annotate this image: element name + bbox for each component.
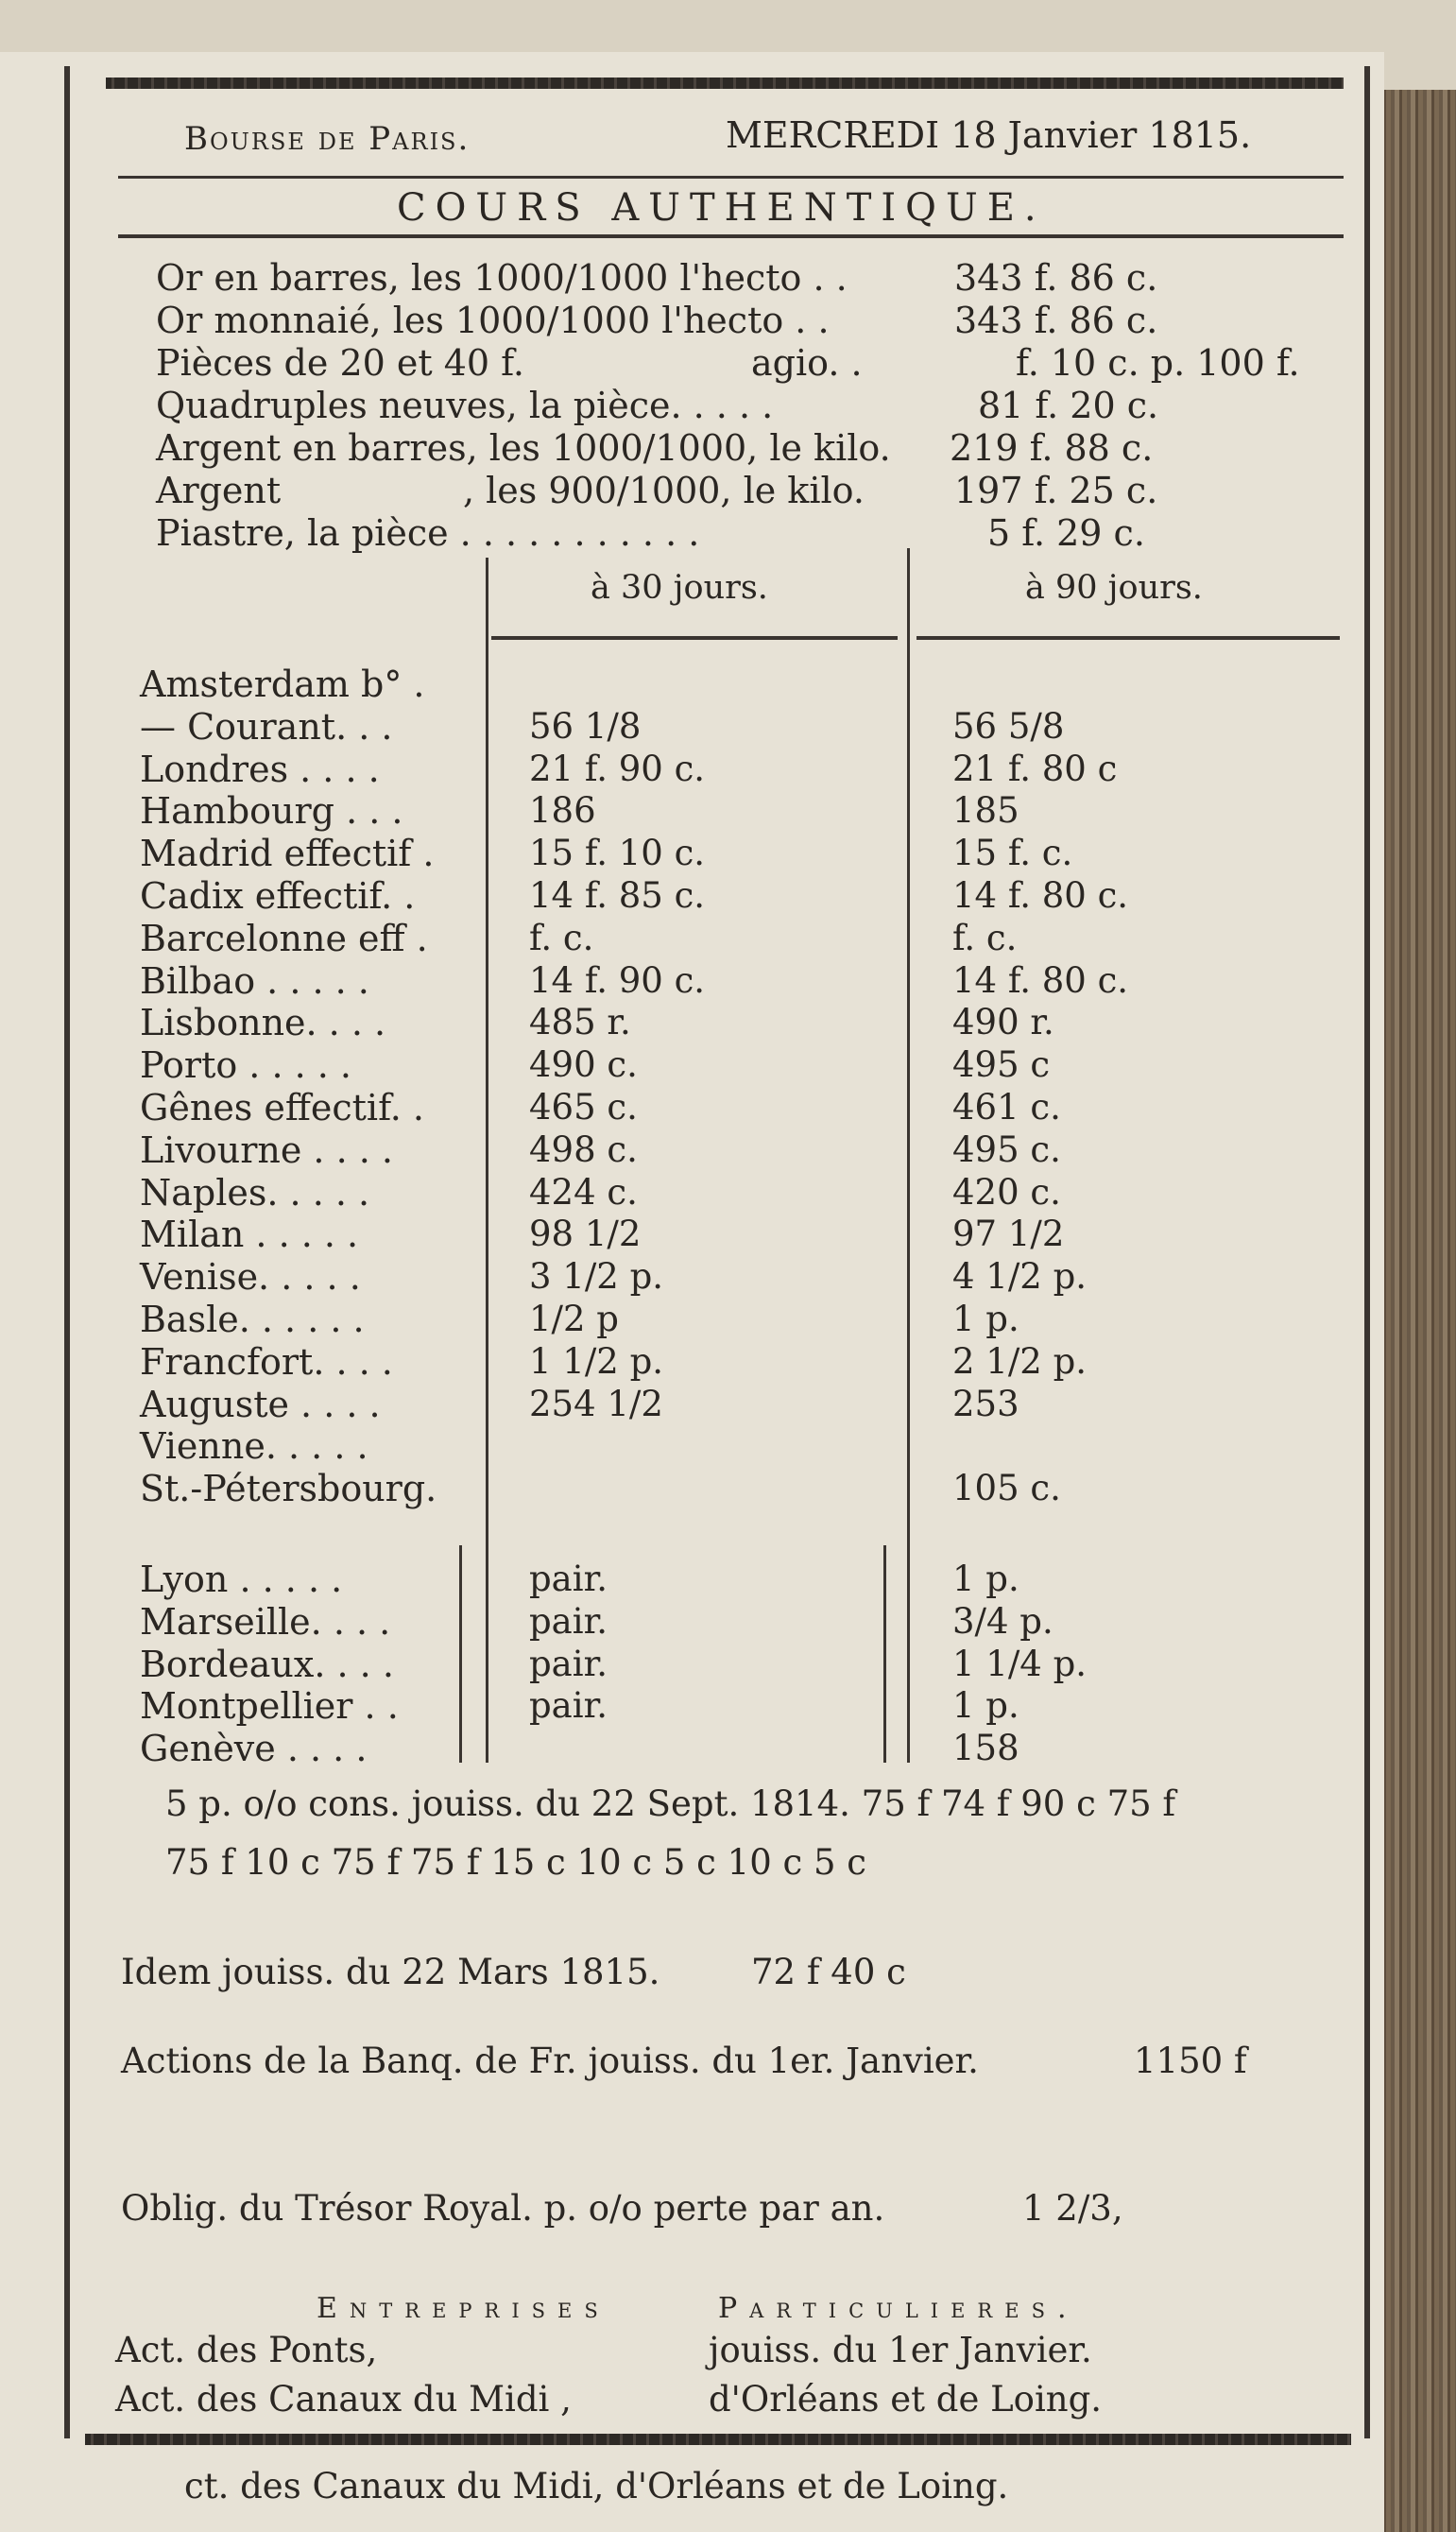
commodity-value: 219 f. 88 c.	[950, 427, 1154, 469]
rate-90-days: 4 1/2 p.	[952, 1256, 1088, 1298]
page-title: COURS AUTHENTIQUE.	[397, 186, 1046, 230]
rate-90-days: 1 p.	[952, 1299, 1019, 1339]
entreprise-left: Act. des Canaux du Midi ,	[115, 2379, 572, 2420]
commodity-label: Quadruples neuves, la pièce. . . . .	[156, 385, 774, 426]
rate-30-days: 14 f. 85 c.	[529, 875, 706, 916]
header-rule	[118, 176, 1344, 179]
exchange-city: Genève . . . .	[140, 1728, 368, 1770]
commodity-label: Argent en barres, les 1000/1000, le kilo.	[156, 427, 891, 469]
rate-90-days: 14 f. 80 c.	[952, 959, 1129, 1001]
rate-30-days: 14 f. 90 c.	[529, 959, 706, 1001]
rate-90-days: 253	[952, 1383, 1019, 1424]
exchange-city: Cadix effectif. .	[140, 875, 416, 917]
rate-30-days: 186	[529, 790, 596, 832]
rate-90-days: 2 1/2 p.	[952, 1340, 1088, 1382]
rate-90-days: f. c.	[952, 917, 1018, 958]
rate-90-days: 158	[952, 1728, 1019, 1769]
rate-30-days: pair.	[529, 1685, 608, 1727]
exchange-city: Madrid effectif .	[140, 833, 435, 875]
commodity-label: Piastre, la pièce . . . . . . . . . . .	[156, 512, 700, 554]
commodity-label-suffix: agio. .	[751, 342, 863, 384]
rate-30-days: 498 c.	[529, 1128, 638, 1170]
rente-line-2: 75 f 10 c 75 f 75 f 15 c 10 c 5 c 10 c 5 c	[165, 1842, 867, 1883]
header-date: MERCREDI 18 Janvier 1815.	[726, 114, 1252, 156]
commodity-value: 343 f. 86 c.	[954, 257, 1158, 299]
commodity-value: 343 f. 86 c.	[954, 300, 1158, 341]
rente-line-1: 5 p. o/o cons. jouiss. du 22 Sept. 1814. 75 f 74 f 90 c 75 f	[165, 1783, 1176, 1824]
idem-value: 72 f 40 c	[751, 1952, 906, 1992]
next-page-line: ct. des Canaux du Midi, d'Orléans et de Loing.	[184, 2466, 1009, 2506]
exchange-city: Lisbonne. . . .	[140, 1002, 386, 1044]
rate-90-days: 21 f. 80 c	[952, 748, 1118, 789]
exchange-city: Bilbao . . . . .	[140, 959, 369, 1002]
rate-90-days: 97 1/2	[952, 1214, 1065, 1255]
column-rule-90	[916, 636, 1340, 640]
column-divider-right	[907, 548, 910, 1763]
rate-30-days: 56 1/8	[529, 705, 642, 747]
commodity-label: Or monnaié, les 1000/1000 l'hecto . .	[156, 300, 830, 341]
oblig-label: Oblig. du Trésor Royal. p. o/o perte par an.	[121, 2188, 885, 2229]
rate-90-days: 15 f. c.	[952, 833, 1073, 874]
rate-30-days: 15 f. 10 c.	[529, 833, 706, 874]
rate-90-days: 3/4 p.	[952, 1600, 1053, 1642]
rate-90-days: 1 1/4 p.	[952, 1643, 1088, 1684]
rate-30-days: 1 1/2 p.	[529, 1340, 664, 1382]
rate-30-days: 1/2 p	[529, 1299, 619, 1339]
exchange-city: Auguste . . . .	[140, 1383, 381, 1425]
exchange-city: Londres . . . .	[140, 748, 380, 790]
commodity-label: Or en barres, les 1000/1000 l'hecto . .	[156, 257, 848, 299]
exchange-city: Hambourg . . .	[140, 790, 403, 833]
commodity-value: 81 f. 20 c.	[978, 385, 1159, 426]
exchange-city: Lyon . . . . .	[140, 1559, 343, 1600]
rate-30-days: pair.	[529, 1600, 608, 1642]
commodity-label-suffix: , les 900/1000, le kilo.	[463, 470, 865, 511]
exchange-city: Bordeaux. . . .	[140, 1643, 394, 1685]
exchange-city: Porto . . . . .	[140, 1044, 352, 1087]
rate-90-days: 420 c.	[952, 1171, 1061, 1213]
exchange-city: St.-Pétersbourg.	[140, 1468, 437, 1510]
rate-90-days: 495 c	[952, 1044, 1051, 1086]
exchange-city: Amsterdam b° .	[140, 663, 425, 705]
exchange-city: Venise. . . . .	[140, 1256, 361, 1299]
rate-30-days: pair.	[529, 1559, 608, 1599]
entreprise-right: jouiss. du 1er Janvier.	[709, 2330, 1092, 2370]
rate-30-days: 3 1/2 p.	[529, 1256, 664, 1298]
rate-30-days: f. c.	[529, 917, 594, 958]
exchange-city: Marseille. . . .	[140, 1600, 391, 1643]
entreprises-heading-right: Particulieres.	[718, 2292, 1079, 2325]
idem-label: Idem jouiss. du 22 Mars 1815.	[121, 1952, 660, 1992]
rate-90-days: 14 f. 80 c.	[952, 875, 1129, 916]
header-left: Bourse de Paris.	[184, 120, 471, 158]
column-header-90-days: à 90 jours.	[1025, 569, 1203, 607]
title-rule	[118, 234, 1344, 238]
rate-90-days: 105 c.	[952, 1468, 1061, 1509]
exchange-city: Montpellier . .	[140, 1685, 399, 1728]
actions-value: 1150 f	[1134, 2041, 1247, 2081]
commodity-label: Argent	[156, 470, 282, 511]
actions-label: Actions de la Banq. de Fr. jouiss. du 1er. Janvier.	[121, 2041, 979, 2081]
rate-30-days: 485 r.	[529, 1002, 631, 1043]
exchange-city: Gênes effectif. .	[140, 1087, 425, 1128]
rate-90-days: 185	[952, 790, 1019, 832]
rate-30-days: pair.	[529, 1643, 608, 1684]
rate-90-days: 56 5/8	[952, 705, 1065, 747]
exchange-city: Milan . . . . .	[140, 1214, 359, 1256]
column-rule-30	[491, 636, 898, 640]
exchange-city: Vienne. . . . .	[140, 1425, 368, 1468]
exchange-city: Francfort. . . .	[140, 1340, 393, 1383]
commodity-label: Pièces de 20 et 40 f.	[156, 342, 524, 384]
exchange-city: Livourne . . . .	[140, 1128, 393, 1171]
exchange-city: — Courant. . .	[140, 705, 393, 748]
rate-90-days: 490 r.	[952, 1002, 1054, 1043]
domestic-divider-right	[883, 1545, 886, 1763]
rate-30-days: 424 c.	[529, 1171, 638, 1213]
exchange-city: Basle. . . . . .	[140, 1299, 365, 1340]
top-ornament-rule	[106, 78, 1344, 89]
rate-30-days: 490 c.	[529, 1044, 638, 1086]
domestic-divider-left	[459, 1545, 462, 1763]
rate-30-days: 465 c.	[529, 1087, 638, 1128]
rate-90-days: 1 p.	[952, 1559, 1019, 1599]
bottom-ornament-rule	[85, 2434, 1351, 2445]
rate-30-days: 254 1/2	[529, 1383, 663, 1424]
exchange-city: Naples. . . . .	[140, 1171, 370, 1214]
rate-30-days: 21 f. 90 c.	[529, 748, 706, 789]
exchange-city: Barcelonne eff .	[140, 917, 428, 959]
entreprise-right: d'Orléans et de Loing.	[709, 2379, 1103, 2420]
column-header-30-days: à 30 jours.	[591, 569, 768, 607]
oblig-value: 1 2/3,	[1022, 2188, 1123, 2229]
rate-90-days: 495 c.	[952, 1128, 1061, 1170]
book-edge	[1375, 90, 1456, 2532]
entreprise-left: Act. des Ponts,	[115, 2330, 378, 2370]
commodity-value: 197 f. 25 c.	[954, 470, 1158, 511]
rate-90-days: 1 p.	[952, 1685, 1019, 1727]
commodity-value: 5 f. 29 c.	[987, 512, 1145, 554]
entreprises-heading-left: Entreprises	[317, 2292, 610, 2325]
rate-90-days: 461 c.	[952, 1087, 1061, 1128]
column-divider-left	[486, 558, 488, 1763]
commodity-value: f. 10 c. p. 100 f.	[1016, 342, 1300, 384]
rate-30-days: 98 1/2	[529, 1214, 642, 1255]
